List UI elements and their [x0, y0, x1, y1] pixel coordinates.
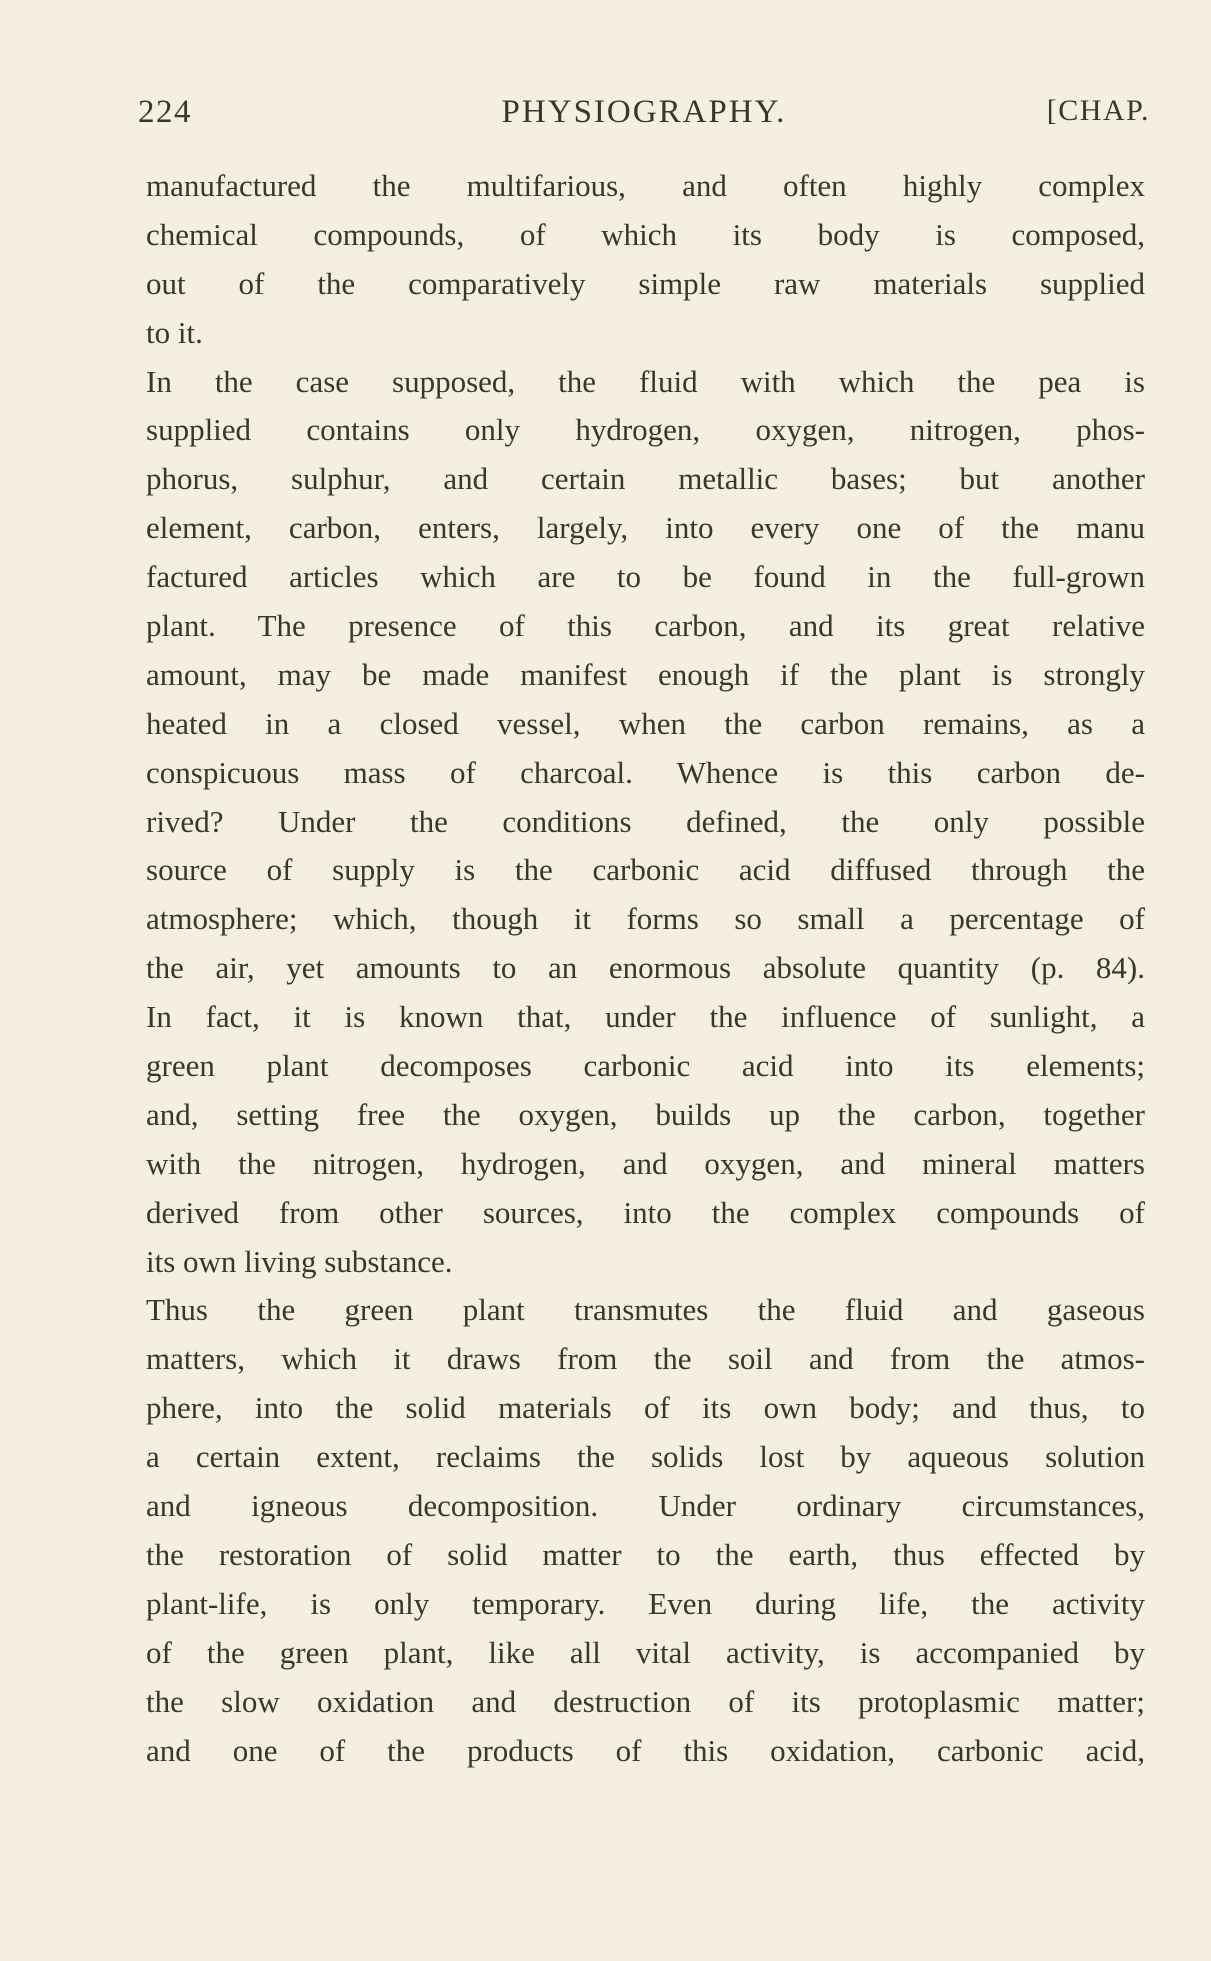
text-line: derived from other sources, into the complex compounds of: [146, 1194, 1145, 1230]
text-line: and igneous decomposition. Under ordinary circumstances,: [146, 1488, 1145, 1524]
text-line: factured articles which are to be found in the full-grown: [146, 559, 1145, 595]
text-line: amount, may be made manifest enough if the plant is strongly: [146, 656, 1145, 692]
text-line: plant. The presence of this carbon, and its great relative: [146, 608, 1145, 644]
text-line: with the nitrogen, hydrogen, and oxygen, and mineral matters: [146, 1145, 1145, 1181]
text-line: the air, yet amounts to an enormous absolute quantity (p. 84).: [146, 950, 1145, 986]
text-line: its own living substance.: [146, 1243, 453, 1279]
text-line: heated in a closed vessel, when the carbon remains, as a: [146, 705, 1145, 741]
text-line: to it.: [146, 314, 203, 350]
text-line: a certain extent, reclaims the solids lost by aqueous solution: [146, 1439, 1145, 1475]
text-line: Thus the green plant transmutes the fluid and gaseous: [146, 1292, 1145, 1328]
text-line: In the case supposed, the fluid with which the pea is: [146, 363, 1145, 399]
text-line: supplied contains only hydrogen, oxygen, nitrogen, phos-: [146, 412, 1145, 448]
text-line: the slow oxidation and destruction of its protoplasmic matter;: [146, 1683, 1145, 1719]
text-line: chemical compounds, of which its body is composed,: [146, 216, 1145, 252]
text-line: the restoration of solid matter to the earth, thus effected by: [146, 1536, 1145, 1572]
text-line: matters, which it draws from the soil and from the atmos-: [146, 1341, 1145, 1377]
text-line: element, carbon, enters, largely, into every one of the manu: [146, 510, 1145, 546]
body-text: [146, 162, 1145, 1775]
text-line: manufactured the multifarious, and often highly complex: [146, 168, 1145, 203]
text-line: plant-life, is only temporary. Even during life, the activity: [146, 1585, 1145, 1621]
chapter-mark: [CHAP.: [1046, 94, 1150, 127]
text-line: In fact, it is known that, under the influence of sunlight, a: [146, 999, 1145, 1035]
text-line: and, setting free the oxygen, builds up the carbon, together: [146, 1096, 1145, 1132]
text-line: rived? Under the conditions defined, the only possible: [146, 803, 1145, 839]
text-line: out of the comparatively simple raw materials supplied: [146, 265, 1145, 301]
text-line: atmosphere; which, though it forms so small a percentage of: [146, 901, 1145, 937]
page-number: 224: [138, 94, 192, 130]
page-header: [138, 94, 1150, 138]
text-line: and one of the products of this oxidation, carbonic acid,: [146, 1732, 1145, 1768]
text-line: phere, into the solid materials of its own body; and thus, to: [146, 1390, 1145, 1426]
text-line: phorus, sulphur, and certain metallic bases; but another: [146, 461, 1145, 497]
text-line: source of supply is the carbonic acid diffused through the: [146, 852, 1145, 888]
running-head: PHYSIOGRAPHY.: [501, 94, 787, 130]
text-line: conspicuous mass of charcoal. Whence is this carbon de-: [146, 754, 1145, 790]
text-line: green plant decomposes carbonic acid into its elements;: [146, 1048, 1145, 1084]
text-line: of the green plant, like all vital activity, is accompanied by: [146, 1634, 1145, 1670]
